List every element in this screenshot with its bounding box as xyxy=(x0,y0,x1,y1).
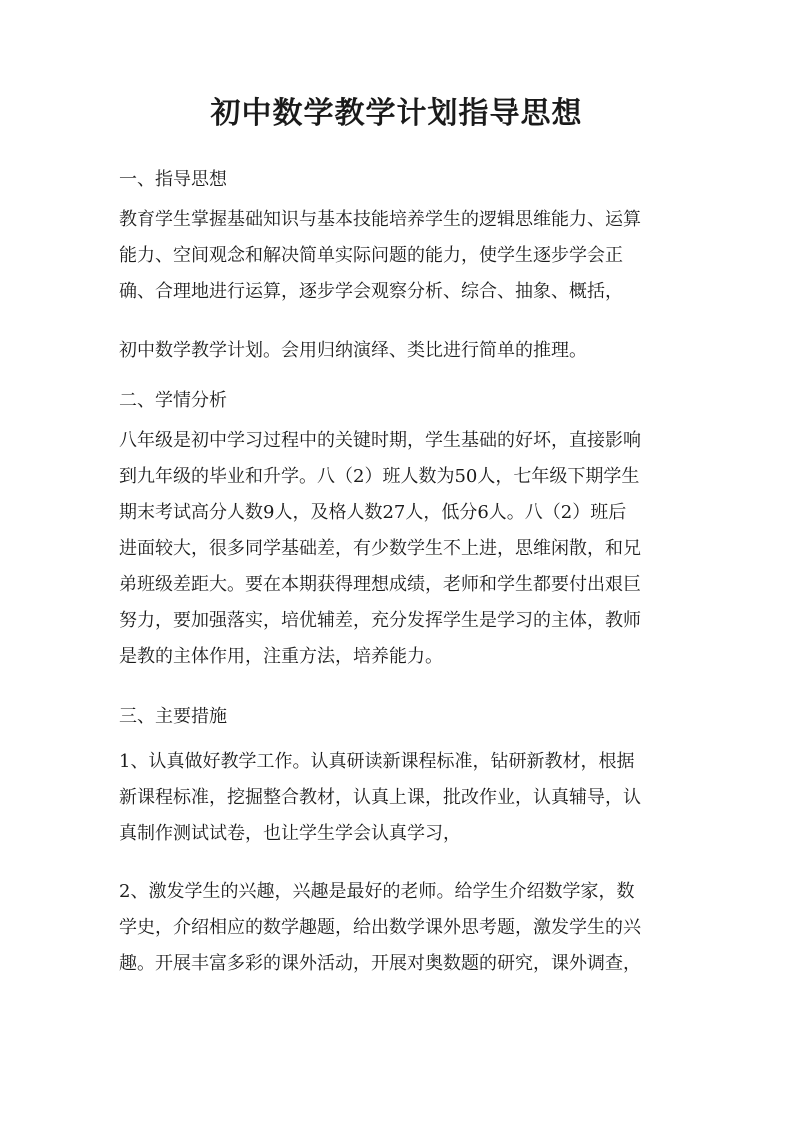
paragraph-line: 进面较大，很多同学基础差，有少数学生不上进，思维闲散，和兄 xyxy=(119,538,641,559)
document-title: 初中数学教学计划指导思想 xyxy=(210,96,583,131)
section-heading-main-measures: 三、主要措施 xyxy=(119,706,227,727)
paragraph-line: 到九年级的毕业和升学。八（2）班人数为50人，七年级下期学生 xyxy=(119,466,640,487)
paragraph-line: 初中数学教学计划。会用归纳演绎、类比进行简单的推理。 xyxy=(119,340,587,361)
paragraph-line: 教育学生掌握基础知识与基本技能培养学生的逻辑思维能力、运算 xyxy=(119,209,641,230)
paragraph-line: 八年级是初中学习过程中的关键时期，学生基础的好坏，直接影响 xyxy=(119,430,641,451)
paragraph xyxy=(119,202,679,310)
paragraph-line: 真制作测试试卷，也让学生学会认真学习， xyxy=(119,823,461,844)
section-heading-guiding-ideology: 一、指导思想 xyxy=(119,169,227,190)
paragraph-line: 新课程标准，挖掘整合教材，认真上课，批改作业，认真辅导，认 xyxy=(119,787,641,808)
paragraph-line: 学史，介绍相应的数学趣题，给出数学课外思考题，激发学生的兴 xyxy=(119,917,641,938)
paragraph-line: 能力、空间观念和解决简单实际问题的能力，使学生逐步学会正 xyxy=(119,245,623,266)
paragraph xyxy=(119,874,679,982)
paragraph xyxy=(119,333,679,369)
paragraph-line: 1、认真做好教学工作。认真研读新课程标准，钻研新教材，根据 xyxy=(119,751,635,772)
paragraph-line: 确、合理地进行运算，逐步学会观察分析、综合、抽象、概括， xyxy=(119,281,623,302)
paragraph-line: 弟班级差距大。要在本期获得理想成绩，老师和学生都要付出艰巨 xyxy=(119,574,641,595)
paragraph-line: 2、激发学生的兴趣，兴趣是最好的老师。给学生介绍数学家，数 xyxy=(119,881,635,902)
paragraph-line: 趣。开展丰富多彩的课外活动，开展对奥数题的研究，课外调查， xyxy=(119,953,641,974)
paragraph-line: 是教的主体作用，注重方法，培养能力。 xyxy=(119,646,443,667)
paragraph xyxy=(119,744,679,852)
paragraph-line: 期末考试高分人数9人，及格人数27人，低分6人。八（2）班后 xyxy=(119,502,627,523)
section-heading-student-analysis: 二、学情分析 xyxy=(119,390,227,411)
paragraph-line: 努力，要加强落实，培优辅差，充分发挥学生是学习的主体，教师 xyxy=(119,610,641,631)
paragraph xyxy=(119,423,679,675)
